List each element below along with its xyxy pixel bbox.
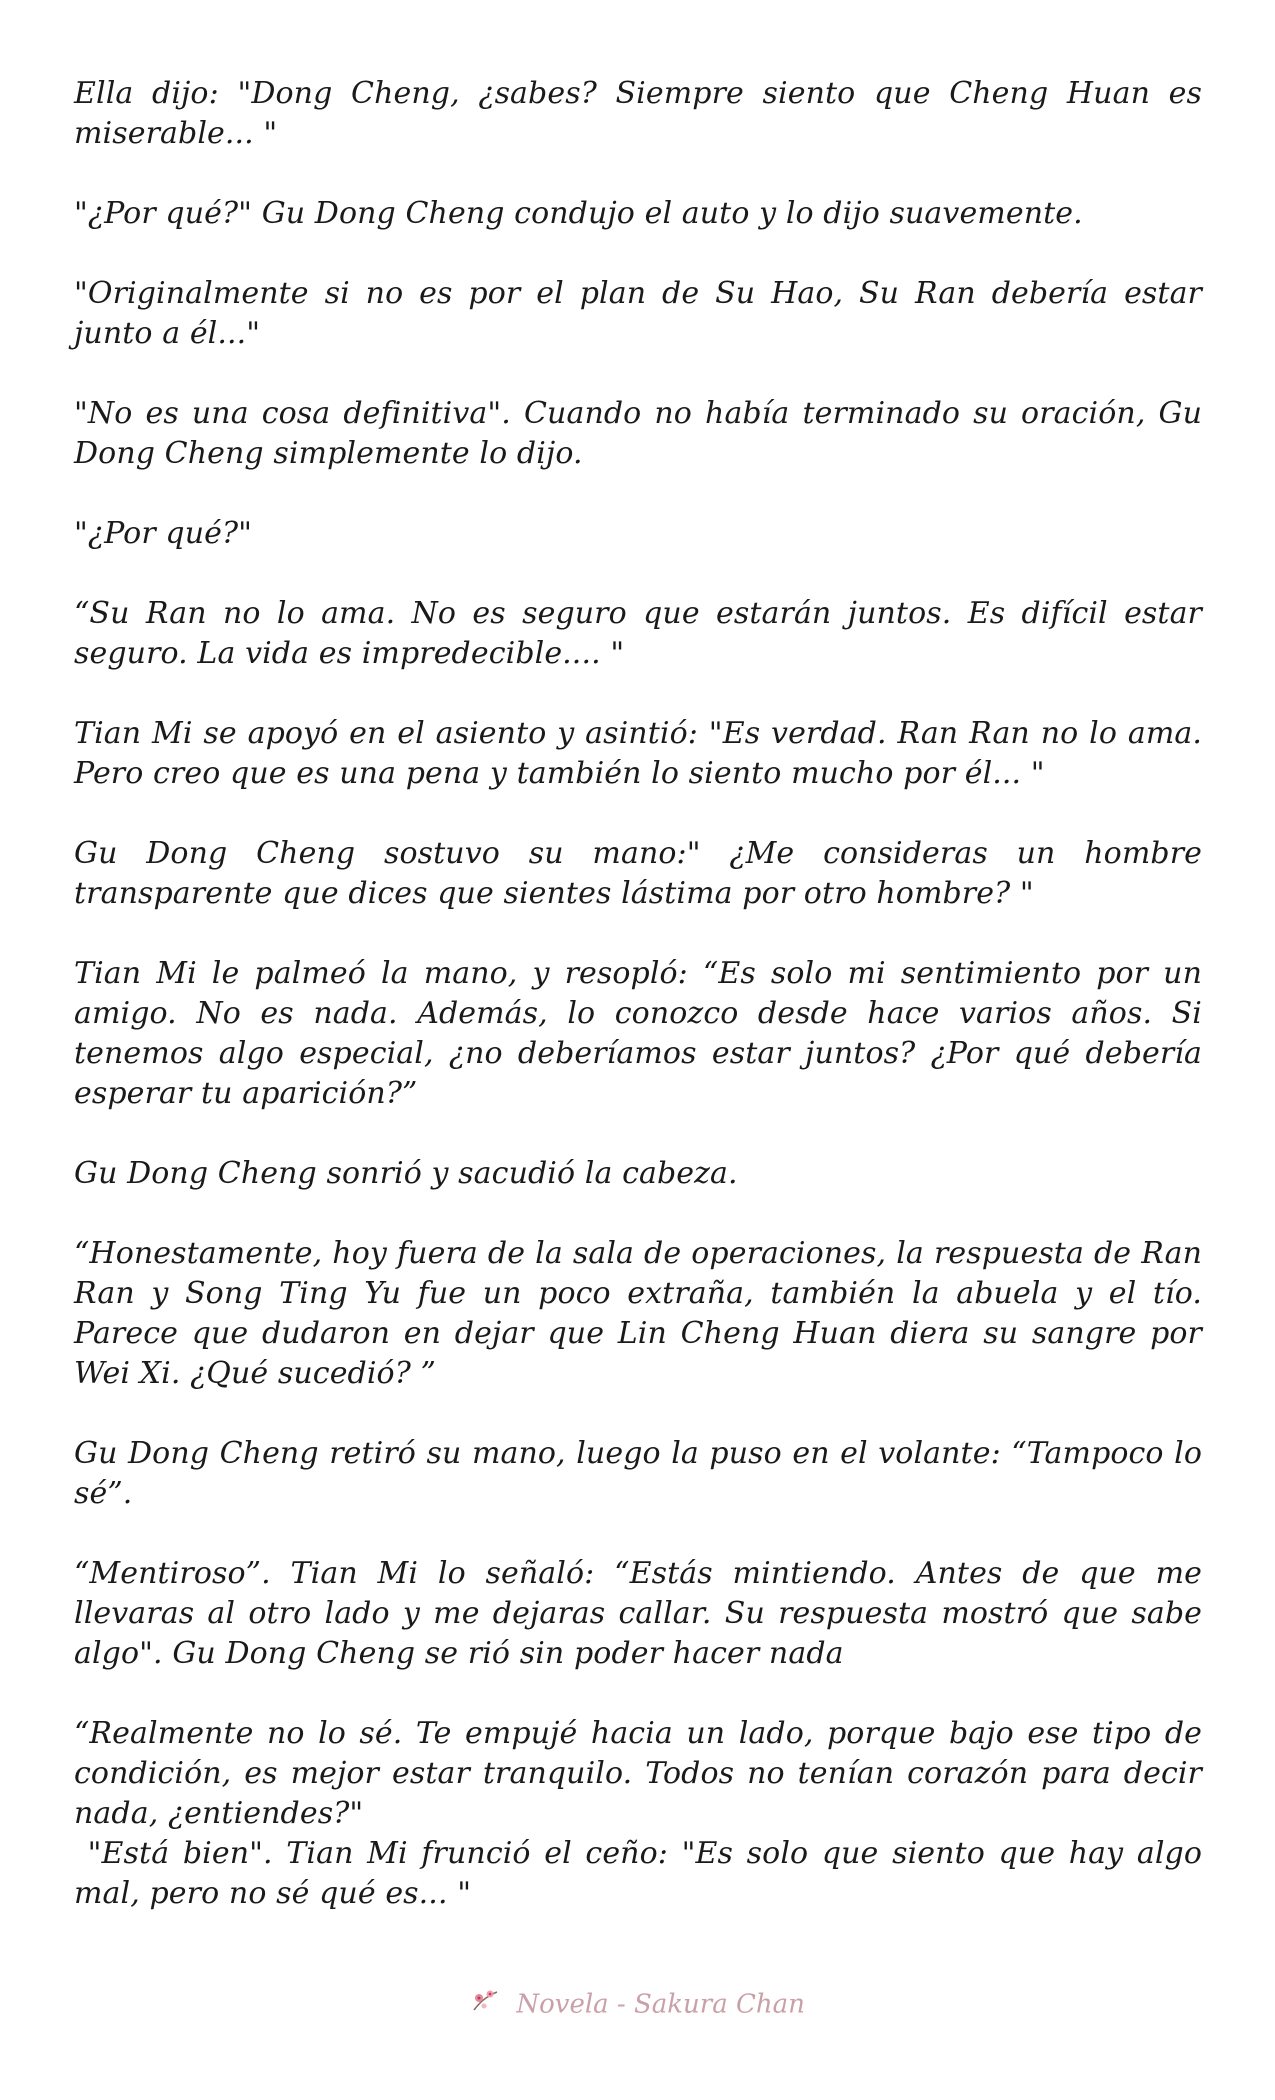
paragraph-4: "No es una cosa definitiva". Cuando no había terminado su oración, Gu Dong Cheng simplemente lo dijo.: [74, 396, 1202, 471]
paragraph-8: Gu Dong Cheng sostuvo su mano:" ¿Me consideras un hombre transparente que dices que sientes lástima por otro hombre? ": [74, 836, 1202, 911]
paragraph-6: “Su Ran no lo ama. No es seguro que estarán juntos. Es difícil estar seguro. La vida es impredecible.... ": [74, 596, 1202, 671]
document-body: [74, 74, 1212, 1954]
paragraph-1: Ella dijo: "Dong Cheng, ¿sabes? Siempre siento que Cheng Huan es miserable... ": [74, 76, 1202, 151]
paragraph-3: "Originalmente si no es por el plan de Su Hao, Su Ran debería estar junto a él...": [74, 276, 1202, 351]
paragraph-2: "¿Por qué?" Gu Dong Cheng condujo el auto y lo dijo suavemente.: [74, 196, 1083, 231]
paragraph-5: "¿Por qué?": [74, 516, 253, 551]
paragraph-13: “Mentiroso”. Tian Mi lo señaló: “Estás mintiendo. Antes de que me llevaras al otro lado y me dejaras callar. Su respuesta mostró que sabe algo". Gu Dong Cheng se rió sin poder hacer nada: [74, 1556, 1202, 1671]
paragraph-14: “Realmente no lo sé. Te empujé hacia un lado, porque bajo ese tipo de condición, es mejor estar tranquilo. Todos no tenían corazón para decir nada, ¿entiendes?": [74, 1716, 1202, 1831]
paragraph-11: “Honestamente, hoy fuera de la sala de operaciones, la respuesta de Ran Ran y Song Ting Yu fue un poco extraña, también la abuela y el tío. Parece que dudaron en dejar que Lin Cheng Huan diera su sangre por Wei Xi. ¿Qué sucedió? ”: [74, 1236, 1202, 1391]
cherry-blossom-icon: [470, 1988, 500, 2021]
paragraph-12: Gu Dong Cheng retiró su mano, luego la puso en el volante: “Tampoco lo sé”.: [74, 1436, 1202, 1511]
footer-watermark: [0, 1988, 1275, 2021]
paragraph-10: Gu Dong Cheng sonrió y sacudió la cabeza.: [74, 1156, 738, 1191]
paragraph-9: Tian Mi le palmeó la mano, y resopló: “Es solo mi sentimiento por un amigo. No es nada. Además, lo conozco desde hace varios años. Si tenemos algo especial, ¿no deberíamos estar juntos? ¿Por qué debería esperar tu aparición?”: [74, 956, 1202, 1111]
paragraph-15: "Está bien". Tian Mi frunció el ceño: "Es solo que siento que hay algo mal, pero no sé qué es... ": [74, 1836, 1212, 1911]
paragraph-7: Tian Mi se apoyó en el asiento y asintió: "Es verdad. Ran Ran no lo ama. Pero creo que es una pena y también lo siento mucho por él... ": [74, 716, 1202, 791]
footer-text: Novela - Sakura Chan: [516, 1989, 805, 2020]
